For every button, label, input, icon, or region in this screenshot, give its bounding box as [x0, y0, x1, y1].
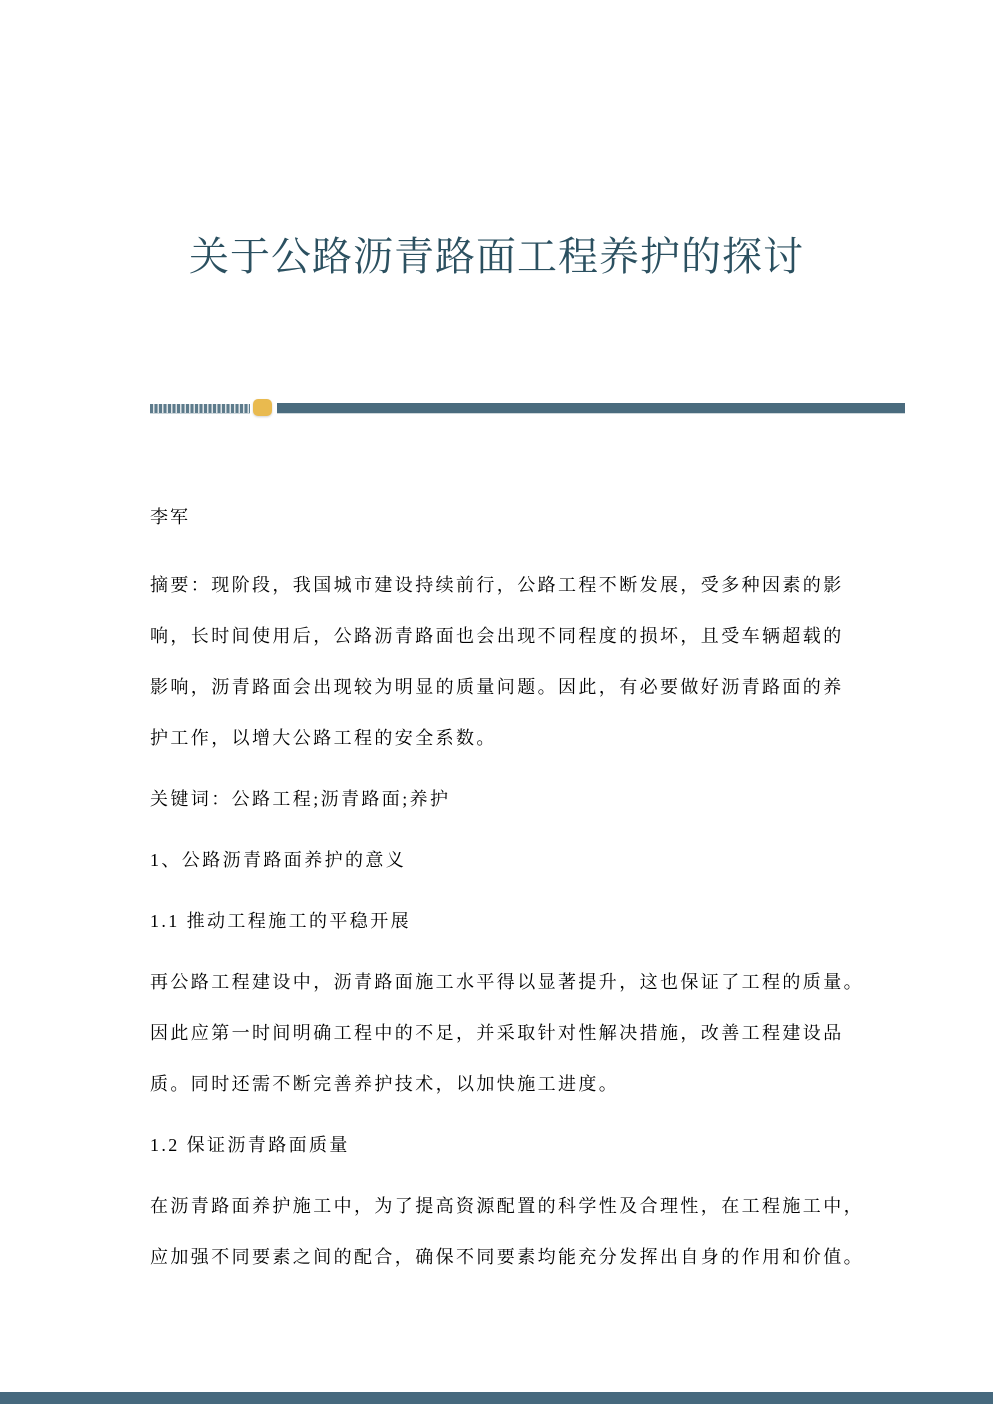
text-line: 护工作，以增大公路工程的安全系数。	[150, 728, 497, 748]
block-abstract	[150, 560, 940, 764]
block-keywords	[150, 774, 940, 825]
text-line: 应加强不同要素之间的配合，确保不同要素均能充分发挥出自身的作用和价值。	[150, 1247, 864, 1267]
text-line: 因此应第一时间明确工程中的不足，并采取针对性解决措施，改善工程建设品	[150, 1023, 844, 1043]
document-body	[150, 560, 940, 1293]
text-line: 响，长时间使用后，公路沥青路面也会出现不同程度的损坏，且受车辆超载的	[150, 626, 844, 646]
block-paragraph-1-2	[150, 1181, 940, 1283]
text-line: 1.1 推动工程施工的平稳开展	[150, 911, 411, 931]
text-line: 质。同时还需不断完善养护技术，以加快施工进度。	[150, 1074, 620, 1094]
block-heading-1	[150, 835, 940, 886]
text-line: 1.2 保证沥青路面质量	[150, 1135, 350, 1155]
block-paragraph-1-1	[150, 957, 940, 1110]
text-line: 摘要：现阶段，我国城市建设持续前行，公路工程不断发展，受多种因素的影	[150, 575, 844, 595]
text-line: 影响，沥青路面会出现较为明显的质量问题。因此，有必要做好沥青路面的养	[150, 677, 844, 697]
text-line: 1、公路沥青路面养护的意义	[150, 850, 407, 870]
title-divider	[150, 399, 905, 417]
document-title: 关于公路沥青路面工程养护的探讨	[189, 234, 804, 279]
text-line: 关键词：公路工程;沥青路面;养护	[150, 789, 451, 809]
block-heading-1-1	[150, 896, 940, 947]
divider-dashed-segment	[150, 404, 250, 414]
divider-gold-dot-icon	[253, 399, 272, 416]
author-name: 李军	[150, 507, 190, 527]
block-heading-1-2	[150, 1120, 940, 1171]
bottom-page-bar	[0, 1392, 993, 1404]
text-line: 再公路工程建设中，沥青路面施工水平得以显著提升，这也保证了工程的质量。	[150, 972, 864, 992]
text-line: 在沥青路面养护施工中，为了提高资源配置的科学性及合理性，在工程施工中，	[150, 1196, 864, 1216]
divider-bar	[277, 403, 905, 414]
